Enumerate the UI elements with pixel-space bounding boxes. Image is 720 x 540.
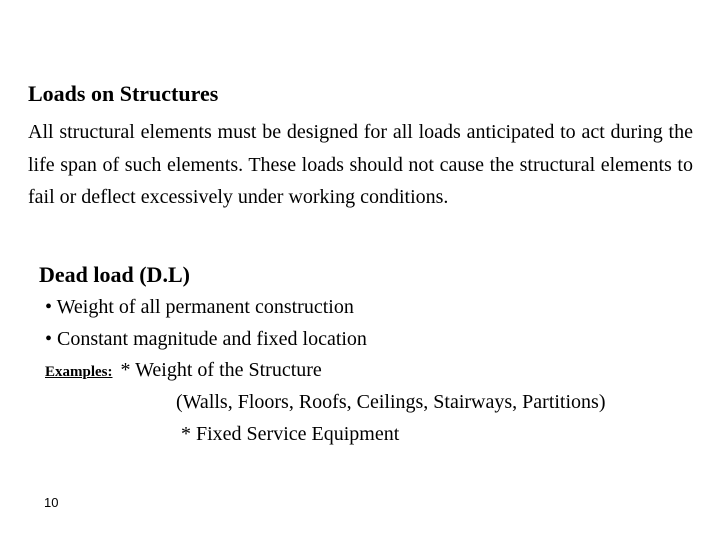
examples-label: Examples:: [45, 364, 113, 380]
example-item: * Fixed Service Equipment: [181, 423, 400, 445]
slide-title: Loads on Structures: [28, 81, 219, 106]
bullet-item: • Weight of all permanent construction: [45, 296, 354, 318]
example-item: * Weight of the Structure: [120, 359, 322, 381]
page-number: 10: [44, 495, 59, 510]
bullet-item: • Constant magnitude and fixed location: [45, 328, 367, 350]
examples-row: [45, 355, 322, 387]
intro-paragraph: All structural elements must be designed for all loads anticipated to act during the life span of such elements. These loads should not cause the structural elements to fail or deflect excessively under working conditions.: [28, 121, 693, 208]
example-item: (Walls, Floors, Roofs, Ceilings, Stairways, Partitions): [176, 391, 606, 413]
section-heading-dead-load: Dead load (D.L): [39, 262, 190, 287]
